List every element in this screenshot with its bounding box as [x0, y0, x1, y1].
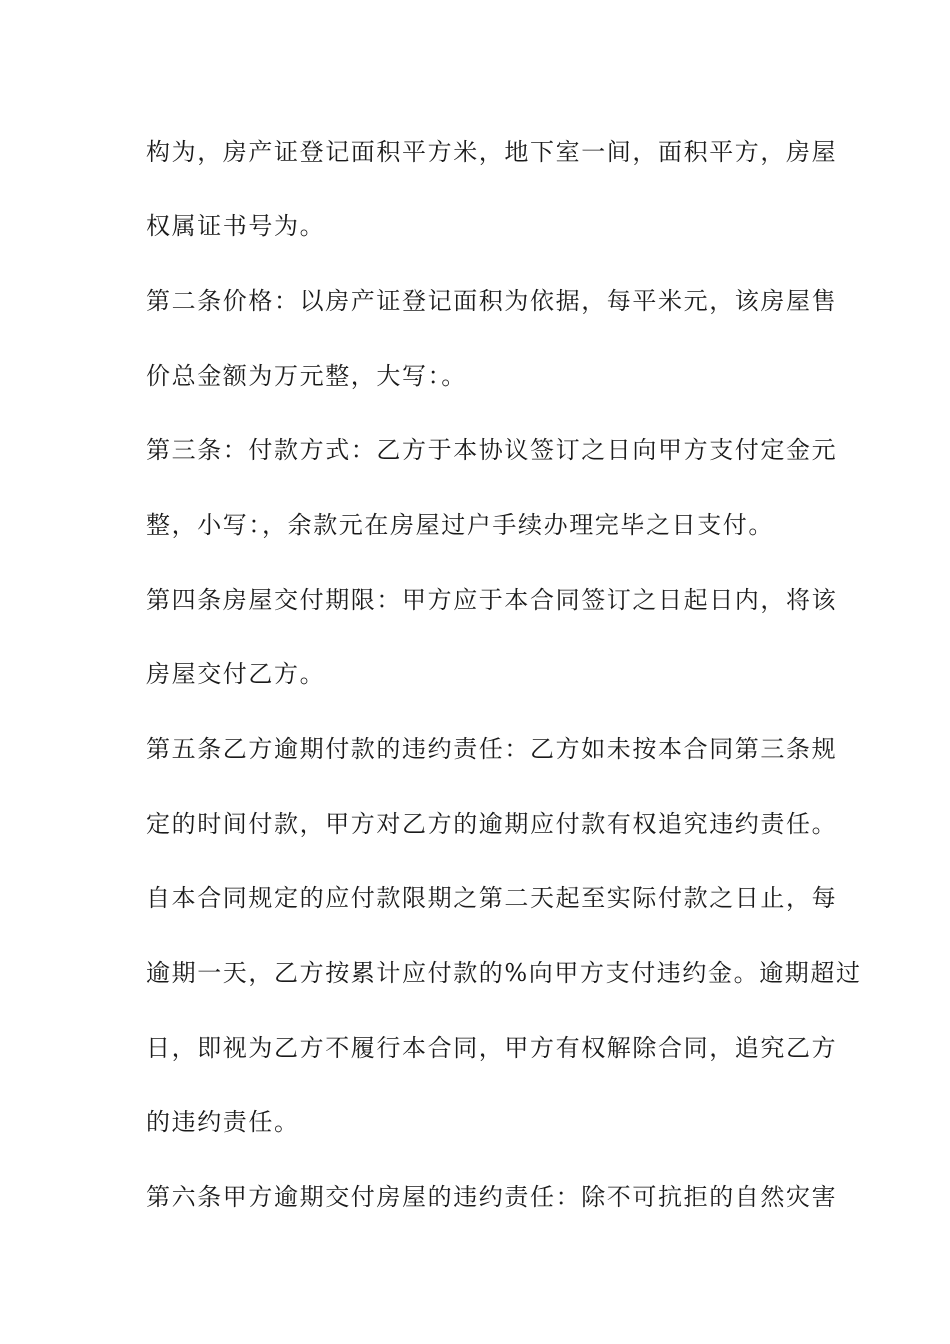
text-line: 价总金额为万元整，大写：。 [146, 362, 467, 390]
text-line: 逾期一天，乙方按累计应付款的%向甲方支付违约金。逾期超过 [146, 959, 862, 987]
text-line: 房屋交付乙方。 [146, 660, 326, 688]
text-line: 定的时间付款，甲方对乙方的逾期应付款有权追究违约责任。 [146, 810, 838, 838]
text-line: 整，小写：，余款元在房屋过户手续办理完毕之日支付。 [146, 511, 774, 539]
text-line: 第二条价格：以房产证登记面积为依据，每平米元，该房屋售 [146, 287, 838, 315]
text-line: 第四条房屋交付期限：甲方应于本合同签订之日起日内，将该 [146, 586, 838, 614]
text-line: 第三条：付款方式：乙方于本协议签订之日向甲方支付定金元 [146, 436, 838, 464]
text-line: 权属证书号为。 [146, 212, 326, 240]
text-line: 日，即视为乙方不履行本合同，甲方有权解除合同，追究乙方 [146, 1034, 838, 1062]
text-line: 构为，房产证登记面积平方米，地下室一间，面积平方，房屋 [146, 138, 838, 166]
text-line: 的违约责任。 [146, 1108, 300, 1136]
text-line: 第五条乙方逾期付款的违约责任：乙方如未按本合同第三条规 [146, 735, 838, 763]
text-line: 第六条甲方逾期交付房屋的违约责任：除不可抗拒的自然灾害 [146, 1183, 838, 1211]
text-line: 自本合同规定的应付款限期之第二天起至实际付款之日止，每 [146, 884, 838, 912]
